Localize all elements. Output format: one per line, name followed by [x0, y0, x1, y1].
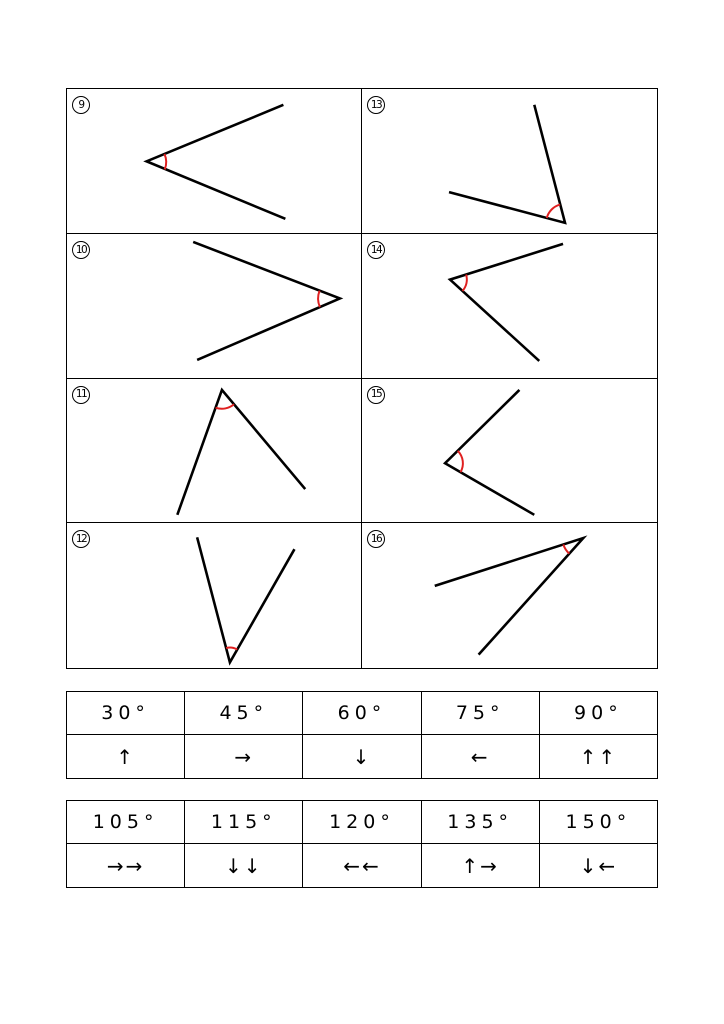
problem-10-cell [67, 234, 362, 379]
answer-key-table-1 [66, 691, 658, 779]
answer-key-table-2 [66, 800, 658, 888]
arrow-code-cell: ↑ [67, 735, 185, 779]
degree-cell: 45° [185, 692, 303, 735]
angle-figure-15 [362, 379, 657, 523]
problem-number: 16 [367, 530, 385, 548]
arrow-code-cell: ↓↓ [185, 844, 303, 888]
angle-figure-9 [67, 89, 361, 233]
degree-cell: 60° [303, 692, 421, 735]
problem-number: 15 [367, 386, 385, 404]
degree-cell: 30° [67, 692, 185, 735]
degree-cell: 150° [539, 801, 657, 844]
problem-11-cell [67, 379, 362, 524]
angle-figure-14 [362, 234, 657, 378]
degree-cell: 135° [421, 801, 539, 844]
arrow-code-cell: →→ [67, 844, 185, 888]
problem-9-cell [67, 89, 362, 234]
angle-figure-16 [362, 523, 657, 668]
problem-number: 14 [367, 241, 385, 259]
problem-number: 10 [72, 241, 90, 259]
problem-number: 9 [72, 96, 90, 114]
problem-14-cell [362, 234, 657, 379]
problem-15-cell [362, 379, 657, 524]
arrow-code-cell: → [185, 735, 303, 779]
angle-problem-grid [66, 88, 658, 669]
arrow-code-cell: ← [421, 735, 539, 779]
problem-12-cell [67, 523, 362, 668]
problem-number: 11 [72, 386, 90, 404]
degree-cell: 105° [67, 801, 185, 844]
problem-number: 13 [367, 96, 385, 114]
problem-number: 12 [72, 530, 90, 548]
arrow-code-cell: ↑→ [421, 844, 539, 888]
problem-13-cell [362, 89, 657, 234]
angle-figure-12 [67, 523, 361, 668]
arrow-code-cell: ↓← [539, 844, 657, 888]
arrow-code-cell: ↑↑ [539, 735, 657, 779]
degree-cell: 120° [303, 801, 421, 844]
degree-cell: 90° [539, 692, 657, 735]
degree-cell: 115° [185, 801, 303, 844]
arrow-code-cell: ↓ [303, 735, 421, 779]
angle-figure-11 [67, 379, 361, 523]
degree-cell: 75° [421, 692, 539, 735]
angle-figure-13 [362, 89, 657, 233]
angle-figure-10 [67, 234, 361, 378]
problem-16-cell [362, 523, 657, 668]
arrow-code-cell: ←← [303, 844, 421, 888]
